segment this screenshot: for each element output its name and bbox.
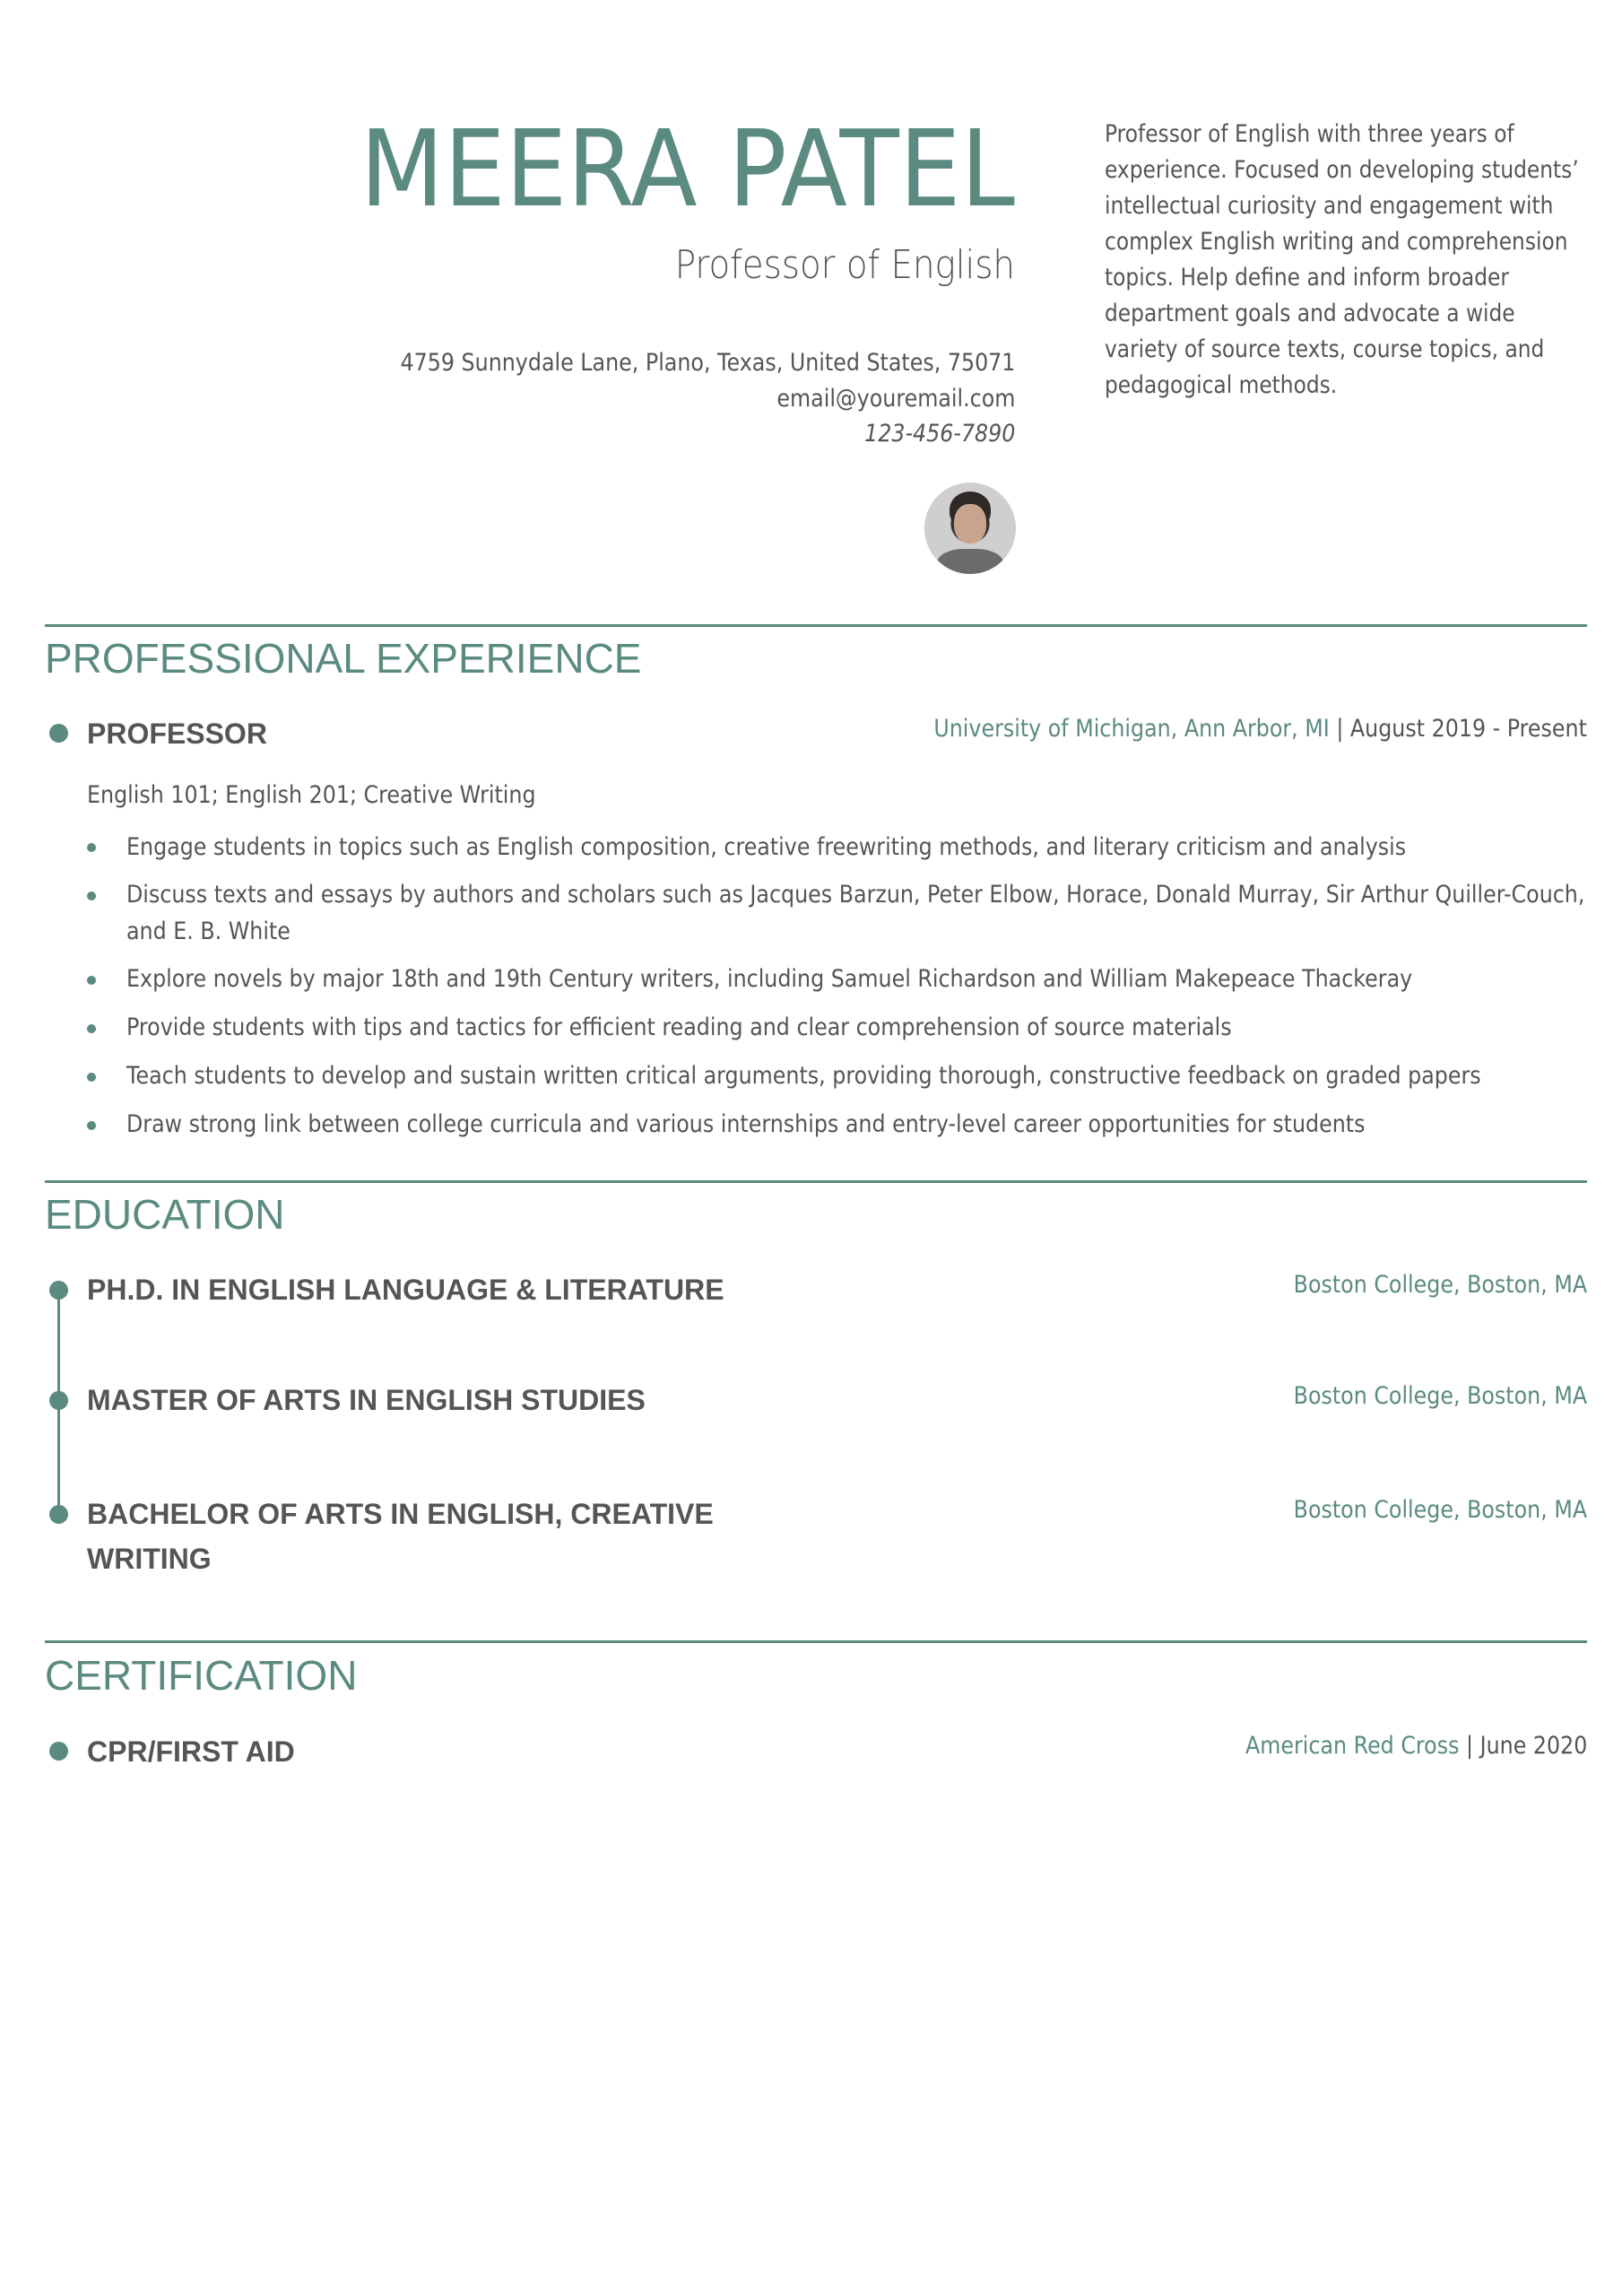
timeline-dot-icon	[49, 1505, 68, 1524]
education-school: Boston College, Boston, MA	[1293, 1496, 1587, 1524]
timeline-dot-icon	[49, 1391, 68, 1410]
separator: |	[1459, 1732, 1480, 1760]
timeline-dot-icon	[49, 724, 68, 743]
job-bullet: Draw strong link between college curricula and various internships and entry-level career opportunities for students	[126, 1110, 1366, 1138]
timeline-dot-icon	[49, 1281, 68, 1300]
education-degree: MASTER OF ARTS IN ENGLISH STUDIES	[87, 1384, 646, 1416]
education-school: Boston College, Boston, MA	[1293, 1271, 1587, 1299]
education-degree: PH.D. IN ENGLISH LANGUAGE & LITERATURE	[87, 1274, 724, 1306]
candidate-name: MEERA PATEL	[360, 107, 1015, 230]
avatar	[924, 483, 1016, 574]
job-organization: University of Michigan, Ann Arbor, MI	[933, 715, 1330, 743]
bullet-icon	[87, 1024, 96, 1033]
bullet-icon	[87, 843, 96, 852]
bullet-icon	[87, 1121, 96, 1130]
job-bullet-text: Discuss texts and essays by authors and scholars such as Jacques Barzun, Peter Elbow, Horace, Donald Murray, Sir Arthur Quiller-Couch, and E. B. White	[126, 881, 1585, 945]
section-title-experience: PROFESSIONAL EXPERIENCE	[45, 635, 642, 682]
job-bullet: Provide students with tips and tactics for efficient reading and clear comprehension of source materials	[126, 1013, 1232, 1041]
email-link[interactable]: email@youremail.com	[776, 384, 1015, 413]
contact-info	[400, 345, 1015, 452]
bullet-icon	[87, 1073, 96, 1082]
bullet-icon	[87, 891, 96, 900]
section-divider	[45, 624, 1587, 627]
education-school: Boston College, Boston, MA	[1293, 1382, 1587, 1410]
job-title-professor: PROFESSOR	[87, 718, 267, 750]
certification-date: June 2020	[1479, 1732, 1587, 1760]
professional-summary: Professor of English with three years of experience. Focused on developing students’ intellectual curiosity and engagement with complex English writing and comprehension topics. Help define and inform broader department goals and advocate a wide variety of source texts, course topics, and pedagogical methods.	[1105, 120, 1579, 399]
job-bullet: Explore novels by major 18th and 19th Century writers, including Samuel Richardson and William Makepeace Thackeray	[126, 965, 1413, 993]
timeline-dot-icon	[49, 1742, 68, 1761]
section-divider	[45, 1640, 1587, 1643]
job-bullet: Engage students in topics such as English composition, creative freewriting methods, and literary criticism and analysis	[126, 833, 1407, 861]
job-bullet	[126, 876, 1594, 950]
avatar-face-shape	[954, 504, 986, 544]
bullet-icon	[87, 976, 96, 985]
section-divider	[45, 1180, 1587, 1183]
education-degree: BACHELOR OF ARTS IN ENGLISH, CREATIVE WRITING	[87, 1498, 714, 1575]
section-title-education: EDUCATION	[45, 1191, 285, 1238]
job-bullet: Teach students to develop and sustain written critical arguments, providing thorough, constructive feedback on graded papers	[126, 1062, 1481, 1090]
certification-issuer: American Red Cross	[1245, 1732, 1460, 1760]
phone-number: 123-456-7890	[863, 420, 1015, 448]
certification-name: CPR/FIRST AID	[87, 1735, 295, 1768]
address: 4759 Sunnydale Lane, Plano, Texas, United States, 75071	[400, 349, 1015, 377]
job-org-dates	[933, 711, 1587, 747]
separator: |	[1329, 715, 1350, 743]
job-dates: August 2019 - Present	[1350, 715, 1587, 743]
section-title-certification: CERTIFICATION	[45, 1652, 358, 1699]
job-title: Professor of English	[674, 242, 1015, 288]
avatar-body-shape	[937, 549, 1003, 574]
certification-issuer-date	[1245, 1728, 1587, 1764]
job-courses: English 101; English 201; Creative Writing	[87, 781, 536, 809]
